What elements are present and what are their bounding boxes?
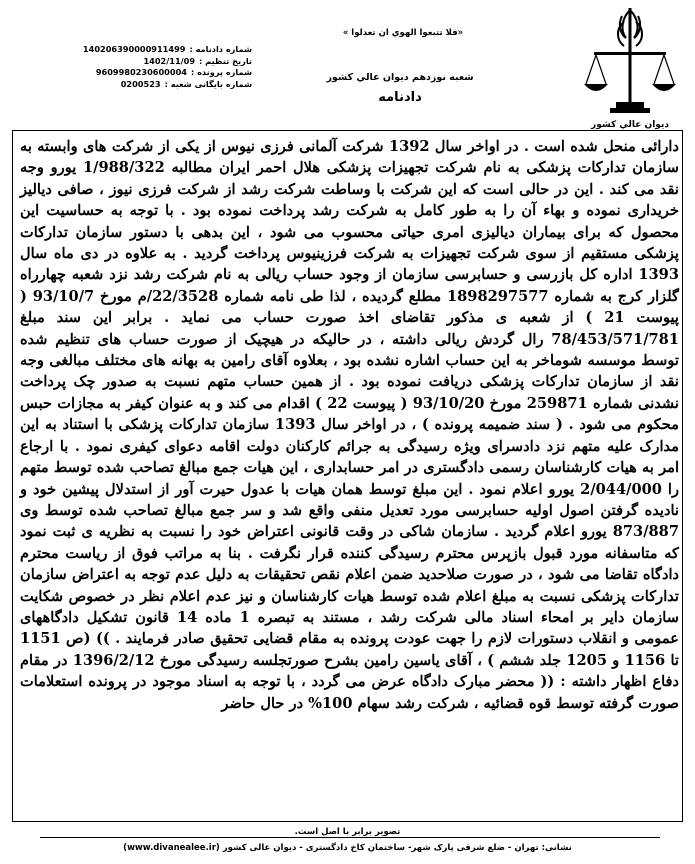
meta-value: 1402/11/09 [143, 55, 196, 66]
meta-value: 140206390000911499 [82, 44, 186, 54]
meta-label: شماره بایگانی شعبه : [164, 78, 252, 89]
meta-case-number [62, 67, 252, 79]
meta-label: شماره پرونده : [190, 67, 252, 77]
quran-verse: «فلا تتبعوا الهوي ان تعدلوا » [342, 28, 464, 38]
meta-date [62, 56, 252, 68]
court-name: ديوان عالي كشور [591, 120, 669, 130]
verdict-body-text: دارائی منحل شده است . در اواخر سال 1392 شرکت آلمانی فرزی نیوس از یکی از شرکت های وابسته به سازمان تدارکات پزشکی به نام شرکت تجهیزات پزشکی هلال احمر ایران مطالبه 1/988/322 یورو وجه نقد می کند . این در حالی است که این شرکت با وساطت شرکت رشد از شرکت فرزی نیوز ، صافی دیالیز خریداری نموده و بهاء آن را به طور کامل به شرکت رشد پرداخت نموده بود . با توجه به حساسیت این محصول که برای بیماران دیالیزی امری حیاتی محسوب می شود ، این بدهی با دستور سازمان تدارکات پزشکی مستقیم از سوی شرکت تجهیزات به شرکت فرزینیوس پرداخت گردید . به علاوه در دی ماه سال 1393 اداره کل بازرسی و حسابرسی سازمان از وجود حساب ریالی به نام شرکت رشد نزد شعبه چهارراه گلزار کرج به شماره 1898297577 مطلع گردیده ، لذا طی نامه شماره 22/3528/م مورخ 93/10/7 ( پیوست 21 ) از شعبه ی مذکور تقاضای اخذ صورت حساب می نماید . برابر این سند مبلغ 78/453/571/781 رال گردش ریالی داشته ، در حالیکه در هیچیک از صورت حساب های تنظیم شده توسط موسسه شوماخر به این حساب اشاره نشده بود ، بعلاوه آقای رامین به بهانه های مختلف مبالغی وجه نقد از سازمان تدارکات پزشکی دریافت نموده بود . از همین حساب متهم نسبت به صدور چک پرداخت نشدنی شماره 259871 مورخ 93/10/20 ( پیوست 22 ) اقدام می کند و به عنوان کیفر به مجازات حبس محکوم می شود . ( سند ضمیمه پرونده ) ، در اواخر سال 1393 سازمان تدارکات پزشکی با استناد به این مدارک علیه متهم نزد دادسرای ویژه رسیدگی به جرائم کارکنان دولت اقامه دعوای کیفری نمود . با ارجاع امر به هیات کارشناسان رسمی دادگستری در امر حسابداری ، این هیات جمع مبالغ تصاحب شده توسط متهم را 2/044/000 یورو اعلام نمود . این مبلغ توسط همان هیات با عدول حیرت آور از استدلال پیشین خود و نادیده گرفتن اصول اولیه حسابرسی مورد تعدیل منفی واقع شد و سر جمع مبالغ تصاحب شده توسط وی 873/887 یورو اعلام گردید . سازمان شاکی در وقت قانونی اعتراض خود را نسبت به نظریه ی ثبت نمود که متاسفانه مورد قبول بازپرس محترم رسیدگی کننده قرار نگرفت . بنا به مراتب فوق از ریاست محترم دادگاه تقاضا می شود ، در صورت صلاحدید ضمن اعلام نقص تحقیقات به دلیل عدم توجه به اعتراض سازمان تدارکات پزشکی نسبت به مبلغ اعلام شده توسط هیات کارشناسان و نیز عدم اعلام نظر در خصوص شکایت سازمان دایر بر امحاء اسناد مالی شرکت رشد ، مستند به تبصره 1 ماده 14 قانون تشکیل دادگاههای عمومی و انقلاب دستورات لازم را جهت عودت پرونده به مقام قضایی تحقیق صادر فرمایند . )) (ص 1151 تا 1156 و 1205 جلد ششم ) ، آقای یاسین رامین بشرح صورتجلسه رسیدگی مورخ 1396/2/12 در مقام دفاع اظهار داشته : (( محضر مبارک دادگاه عرض می گردد ، با توجه به اسناد موجود در پرونده استعلامات صورت گرفته توسط قوه قضائیه ، شرکت رشد سهام 100% در حال حاضر [20, 138, 680, 712]
document-title: دادنامه [378, 90, 422, 105]
document-header [0, 0, 695, 136]
meta-value: 0200523 [120, 78, 161, 89]
footer-divider [40, 837, 660, 838]
meta-value: 9609980230600004 [95, 67, 187, 77]
meta-label: شماره دادنامه : [189, 44, 252, 54]
copy-certification-note: تصویر برابر با اصل است. [294, 827, 401, 837]
meta-archive-number [62, 79, 252, 91]
iran-emblem-scales-icon [580, 2, 680, 120]
branch-name: شعبه نوزدهم ديوان عالي كشور [326, 72, 474, 83]
meta-label: تاریخ تنظیم : [199, 55, 252, 66]
meta-verdict-number [62, 44, 252, 56]
case-metadata [62, 44, 252, 90]
court-address: نشانی: تهران - ضلع شرقی پارک شهر- ساختمان کاخ دادگستری - دیوان عالی کشور (www.divanealee.ir) [123, 843, 572, 853]
